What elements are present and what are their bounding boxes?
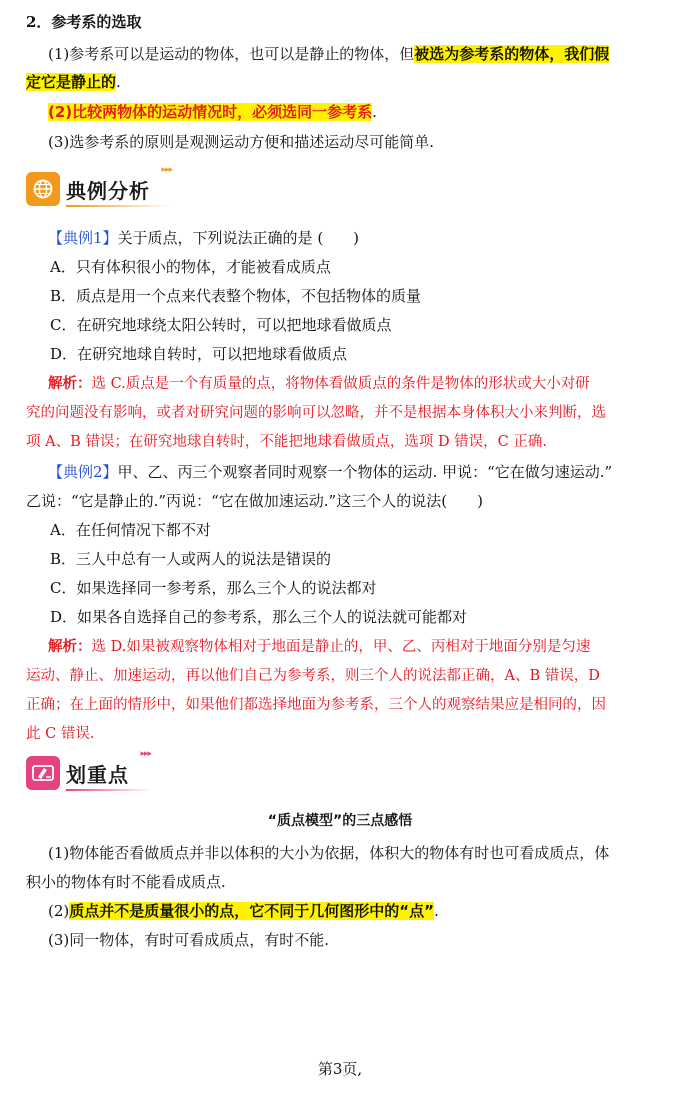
section-title: 典例分析 ▸▸▸ — [66, 164, 172, 203]
section-header-key-points — [26, 748, 151, 790]
analysis-line: 运动、静止、加速运动，再以他们自己为参考系，则三个人的说法都正确，A、B 错误，D — [26, 668, 600, 684]
option-a: A．在任何情况下都不对 — [50, 521, 211, 539]
option-d: D．在研究地球自转时，可以把地球看做质点 — [50, 345, 348, 363]
highlight-text: 被选为参考系的物体，我们假 — [414, 45, 610, 63]
highlight-text: 比较两物体的运动情况时，必须选同一参考系 — [72, 103, 373, 121]
paragraph-1-line-2: 定它是静止的. — [26, 73, 121, 91]
keypoint-1-line-1: (1)物体能否看做质点并非以体积的大小为依据，体积大的物体有时也可看成质点，体 — [48, 844, 610, 862]
analysis-line: 究的问题没有影响，或者对研究问题的影响可以忽略，并不是根据本身体积大小来判断，选 — [26, 405, 606, 421]
analysis-line: 解析：选 C.质点是一个有质量的点，将物体看做质点的条件是物体的形状或大小对研 — [48, 375, 590, 392]
option-a: A．只有体积很小的物体，才能被看成质点 — [50, 258, 331, 276]
paragraph-1-line-1: (1)参考系可以是运动的物体，也可以是静止的物体，但被选为参考系的物体，我们假 — [48, 45, 610, 63]
arrows-icon: ▸▸▸ — [161, 164, 172, 175]
section-title: 划重点 ▸▸▸ — [66, 748, 151, 787]
page-number: 第3页, — [317, 1060, 363, 1078]
option-b: B．质点是用一个点来代表整个物体，不包括物体的质量 — [50, 287, 422, 305]
option-d: D．如果各自选择自己的参考系，那么三个人的说法就可能都对 — [50, 608, 468, 626]
highlight-text: 质点并不是质量很小的点，它不同于几何图形中的“点” — [69, 902, 434, 920]
keypoint-1-line-2: 积小的物体有时不能看成质点. — [26, 873, 226, 891]
option-b: B．三人中总有一人或两人的说法是错误的 — [50, 550, 332, 568]
analysis-line: 正确；在上面的情形中，如果他们都选择地面为参考系，三个人的观察结果应是相同的，因 — [26, 697, 606, 713]
section-heading: 2．参考系的选取 — [26, 13, 142, 31]
option-c: C．如果选择同一参考系，那么三个人的说法都对 — [50, 579, 377, 597]
keypoints-title: “质点模型”的三点感悟 — [267, 813, 413, 829]
example-tag: 【典例2】 — [48, 463, 118, 481]
highlighter-icon — [26, 756, 60, 790]
example-2-question-line-2: 乙说：“它是静止的.”丙说：“它在做加速运动.”这三个人的说法( ) — [26, 492, 483, 510]
arrows-icon: ▸▸▸ — [140, 748, 151, 759]
analysis-line: 项 A、B 错误；在研究地球自转时，不能把地球看做质点，选项 D 错误，C 正确. — [26, 434, 547, 450]
analysis-line: 解析：选 D.如果被观察物体相对于地面是静止的，甲、乙、丙相对于地面分别是匀速 — [48, 638, 591, 655]
highlight-text: 定它是静止的 — [26, 73, 117, 91]
section-header-examples — [26, 164, 172, 206]
example-tag: 【典例1】 — [48, 229, 118, 247]
example-2-question-line-1: 【典例2】甲、乙、丙三个观察者同时观察一个物体的运动. 甲说：“它在做匀速运动.” — [48, 463, 613, 481]
keypoint-3: (3)同一物体，有时可看成质点，有时不能. — [48, 931, 330, 949]
example-1-question: 【典例1】关于质点，下列说法正确的是 ( ) — [48, 229, 360, 247]
paragraph-3: (3)选参考系的原则是观测运动方便和描述运动尽可能简单. — [48, 133, 435, 151]
option-c: C．在研究地球绕太阳公转时，可以把地球看做质点 — [50, 316, 392, 334]
globe-icon — [26, 172, 60, 206]
paragraph-2: (2)比较两物体的运动情况时，必须选同一参考系. — [48, 103, 377, 121]
analysis-line: 此 C 错误. — [26, 726, 95, 742]
keypoint-2: (2)质点并不是质量很小的点，它不同于几何图形中的“点”. — [48, 902, 439, 920]
